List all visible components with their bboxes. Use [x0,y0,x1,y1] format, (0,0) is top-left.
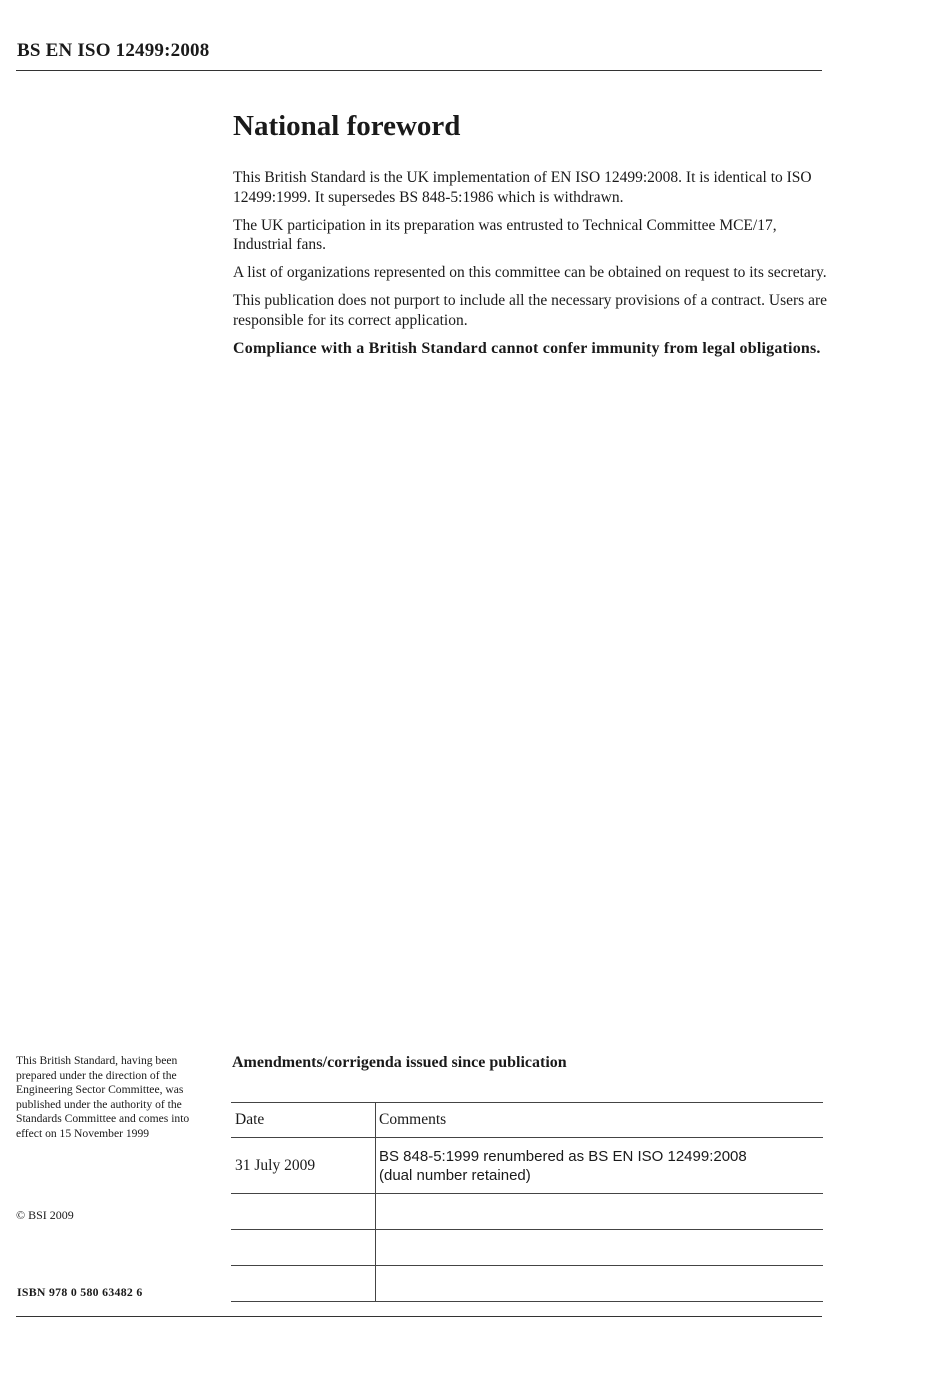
foreword-body [233,168,828,367]
table-row-empty [231,1266,823,1302]
column-header-date: Date [231,1103,376,1138]
amendments-title: Amendments/corrigenda issued since publication [232,1054,567,1071]
isbn: ISBN 978 0 580 63482 6 [17,1285,143,1299]
column-header-comments: Comments [376,1103,824,1138]
paragraph-committee: The UK participation in its preparation was entrusted to Technical Committee MCE/17, Industrial fans. [233,216,777,253]
amendments-table [231,1102,823,1302]
table-row-empty [231,1230,823,1266]
amendment-date: 31 July 2009 [231,1138,376,1194]
table-header-row [231,1103,823,1138]
document-code: BS EN ISO 12499:2008 [17,40,210,61]
paragraph-organizations: A list of organizations represented on this committee can be obtained on request to its secretary. [233,264,827,281]
header-divider [16,70,822,71]
page-title: National foreword [233,110,461,142]
copyright-notice: © BSI 2009 [16,1208,74,1222]
amendment-comment-line-2: (dual number retained) [379,1166,531,1184]
publication-note: This British Standard, having been prepared under the direction of the Engineering Sector Committee, was published under the authority of the Standards Committee and comes into effect on 15 November 1999 [16,1054,190,1140]
table-row [231,1138,823,1194]
table-row-empty [231,1194,823,1230]
paragraph-provisions: This publication does not purport to include all the necessary provisions of a contract. Users are responsible for its correct application. [233,292,828,329]
compliance-note: Compliance with a British Standard cannot confer immunity from legal obligations. [233,339,821,357]
paragraph-implementation: This British Standard is the UK implementation of EN ISO 12499:2008. It is identical to ISO 12499:1999. It supersedes BS 848-5:1986 which is withdrawn. [233,169,812,206]
footer-divider [16,1316,822,1317]
amendment-comment-line-1: BS 848-5:1999 renumbered as BS EN ISO 12499:2008 [379,1147,747,1165]
amendment-comment [376,1138,824,1194]
